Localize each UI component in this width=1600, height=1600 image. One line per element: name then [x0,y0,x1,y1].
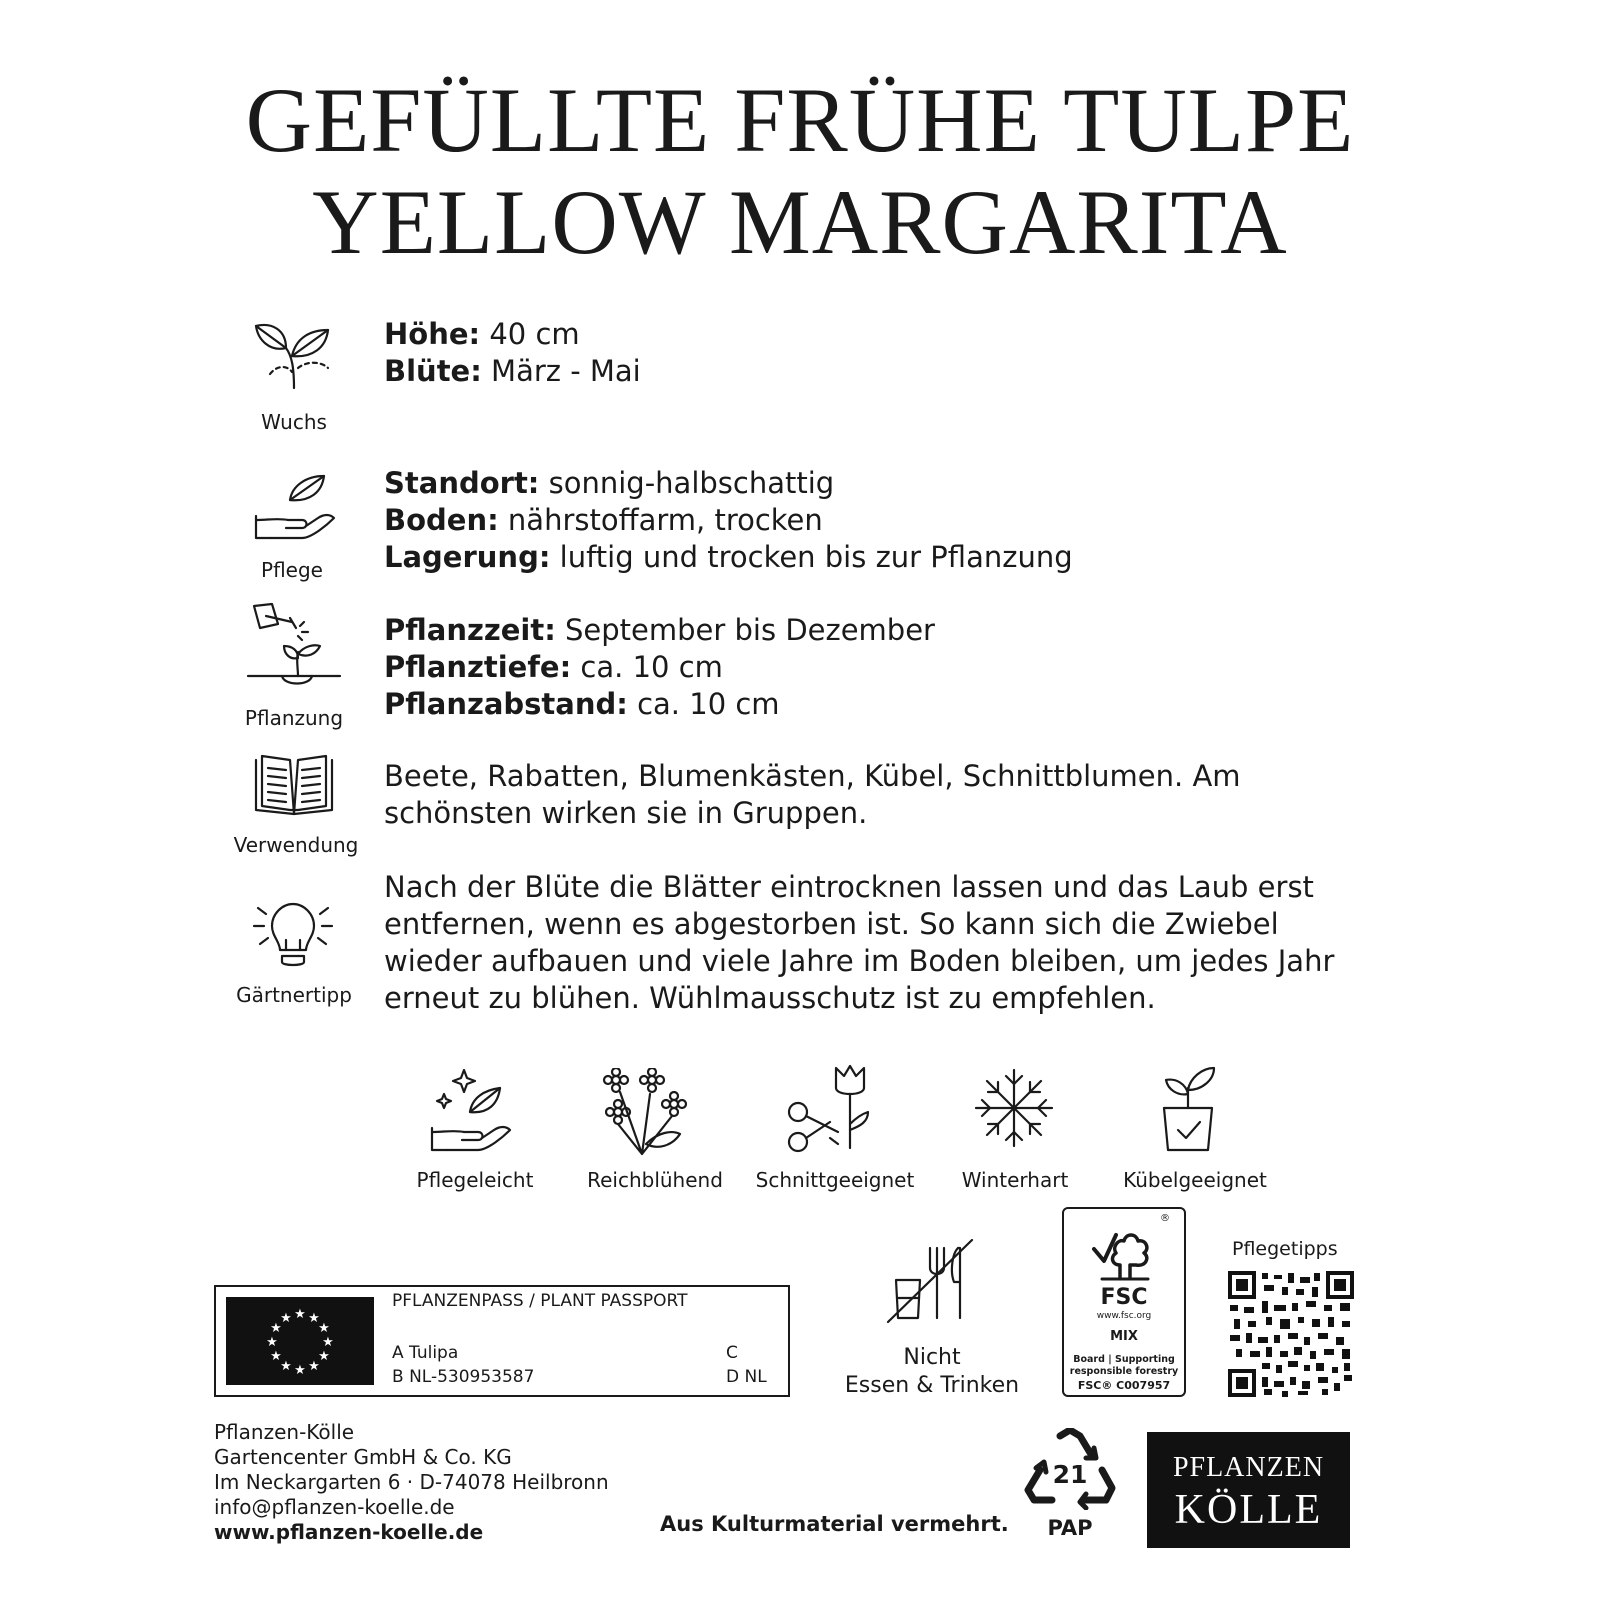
logo-line-1: PFLANZEN [1172,1452,1325,1483]
value-hoehe: 40 cm [480,317,580,351]
address-email[interactable]: info@pflanzen-koelle.de [214,1495,455,1519]
row-label-gaertnertipp: Gärtnertipp [236,983,352,1007]
recycling-code: PAP [1047,1516,1093,1540]
propagation-note: Aus Kulturmaterial vermehrt. [660,1512,1009,1536]
qr-label: Pflegetipps [1232,1238,1338,1260]
address-website[interactable]: www.pflanzen-koelle.de [214,1520,484,1544]
fsc-description [1064,1354,1184,1378]
svg-text:★: ★ [294,1307,306,1322]
recycling-number: 21 [1052,1460,1088,1489]
fsc-registered: ® [1160,1213,1170,1224]
badge-label-winterhart: Winterhart [961,1168,1069,1192]
value-pflanzabstand: ca. 10 cm [627,687,780,721]
badge-label-kuebelgeeignet: Kübelgeeignet [1123,1168,1267,1192]
tipp-line-4: erneut zu blühen. Wühlmausschutz ist zu empfehlen. [384,981,1156,1015]
passport-b: B NL-530953587 [392,1367,535,1387]
svg-text:★: ★ [280,1311,292,1326]
logo-line-2: KÖLLE [1174,1487,1323,1533]
svg-text:★: ★ [266,1335,278,1350]
row-label-pflanzung: Pflanzung [244,706,344,730]
scissors-tulip-icon [786,1062,882,1158]
address-line-3: Im Neckargarten 6 · D-74078 Heilbronn [214,1470,609,1494]
title-line-1: GEFÜLLTE FRÜHE TULPE [245,69,1355,171]
value-boden: nährstoffarm, trocken [498,503,823,537]
sparkle-hand-leaf-icon [428,1068,514,1158]
fsc-label [1062,1207,1186,1397]
not-edible-text [832,1344,1032,1400]
badge-label-reichbluehend: Reichblühend [587,1168,723,1192]
tipp-line-1: Nach der Blüte die Blätter eintrocknen lassen und das Laub erst [384,870,1314,904]
row-text-verwendung [384,758,1241,832]
key-lagerung: Lagerung: [384,540,551,574]
row-text-gaertnertipp [384,869,1334,1017]
qr-code[interactable] [1228,1271,1354,1397]
passport-heading: PFLANZENPASS / PLANT PASSPORT [392,1291,688,1311]
tipp-line-2: entfernen, wenn es abgestorben ist. So kann sich die Zwiebel [384,907,1279,941]
fsc-name: FSC [1100,1285,1148,1310]
value-standort: sonnig-halbschattig [539,466,835,500]
row-label-verwendung: Verwendung [233,833,359,857]
svg-text:★: ★ [318,1321,330,1336]
key-pflanztiefe: Pflanztiefe: [384,650,572,684]
snowflake-icon [974,1068,1054,1152]
fsc-desc-2: responsible forestry [1069,1366,1179,1377]
svg-text:★: ★ [318,1349,330,1364]
watering-can-icon [246,602,342,696]
not-edible-line-1: Nicht [903,1345,961,1370]
badge-label-pflegeleicht: Pflegeleicht [416,1168,534,1192]
hand-leaf-icon [252,468,338,548]
svg-text:★: ★ [270,1349,282,1364]
open-book-icon [254,754,334,820]
value-bluete: März - Mai [481,354,641,388]
key-bluete: Blüte: [384,354,482,388]
key-boden: Boden: [384,503,499,537]
row-text-pflege [384,465,1073,576]
fsc-url: www.fsc.org [1096,1311,1152,1321]
key-standort: Standort: [384,466,540,500]
key-hoehe: Höhe: [384,317,481,351]
light-bulb-icon [250,900,336,974]
row-text-pflanzung [384,612,935,723]
fsc-code: FSC® C007957 [1077,1379,1171,1392]
svg-text:★: ★ [322,1335,334,1350]
row-text-wuchs [384,316,641,390]
address-line-2: Gartencenter GmbH & Co. KG [214,1445,512,1469]
eu-flag-icon [226,1297,374,1385]
value-pflanzzeit: September bis Dezember [555,613,935,647]
plant-passport-box [214,1285,790,1397]
fsc-mix: MIX [1110,1329,1138,1344]
title-line-2: YELLOW MARGARITA [312,171,1288,273]
potted-plant-check-icon [1158,1064,1218,1158]
pflanzen-koelle-logo [1147,1432,1350,1548]
badge-label-schnittgeeignet: Schnittgeeignet [755,1168,915,1192]
svg-text:★: ★ [280,1359,292,1374]
verwendung-line-1: Beete, Rabatten, Blumenkästen, Kübel, Schnittblumen. Am [384,759,1241,793]
svg-text:★: ★ [294,1363,306,1378]
fsc-desc-1: Board | Supporting [1073,1354,1175,1365]
row-label-pflege: Pflege [261,558,323,582]
row-label-wuchs: Wuchs [261,410,327,434]
tipp-line-3: wieder aufbauen und viele Jahre im Boden bleiben, um jedes Jahr [384,944,1335,978]
svg-text:★: ★ [270,1321,282,1336]
svg-text:★: ★ [308,1359,320,1374]
key-pflanzzeit: Pflanzzeit: [384,613,556,647]
svg-text:★: ★ [308,1311,320,1326]
passport-a: A Tulipa [392,1343,459,1363]
key-pflanzabstand: Pflanzabstand: [384,687,628,721]
value-pflanztiefe: ca. 10 cm [571,650,723,684]
address-block [214,1420,609,1545]
value-lagerung: luftig und trocken bis zur Pflanzung [550,540,1073,574]
flower-bouquet-icon [602,1068,692,1160]
verwendung-line-2: schönsten wirken sie in Gruppen. [384,796,868,830]
not-edible-line-2: Essen & Trinken [844,1373,1020,1398]
passport-c: C [726,1343,738,1363]
fsc-tree-check-icon [1090,1221,1160,1287]
passport-d: D NL [726,1367,767,1387]
sprout-leaves-icon [252,308,338,398]
no-eating-drinking-icon [880,1238,980,1332]
address-line-1: Pflanzen-Kölle [214,1420,355,1444]
